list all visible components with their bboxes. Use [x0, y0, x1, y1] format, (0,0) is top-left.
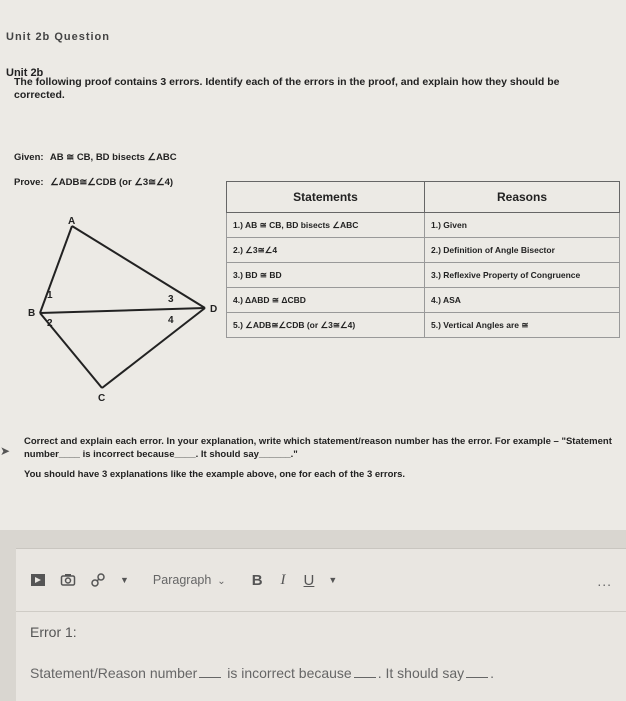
angle-3-label: 3: [168, 294, 174, 305]
table-row: [227, 213, 620, 238]
blank-reason: [354, 677, 376, 678]
image-icon[interactable]: [30, 572, 46, 588]
point-d-label: D: [210, 304, 218, 315]
editor-toolbar: [16, 549, 626, 611]
prove-line: [14, 177, 173, 188]
insert-dropdown-icon[interactable]: ▼: [120, 575, 129, 585]
unit-title: Unit 2b: [6, 67, 44, 79]
instructions: [24, 436, 614, 490]
camera-icon[interactable]: [60, 572, 76, 588]
answer-part-2: is incorrect because: [227, 665, 352, 681]
instructions-main: Correct and explain each error. In your explanation, write which statement/reason number has the error. For example – "Statement number____ is incorrect because____. It should say______.": [24, 436, 612, 460]
answer-part-1: Statement/Reason number: [30, 665, 198, 681]
reason-cell: 3.) Reflexive Property of Congruence: [425, 263, 620, 288]
error-label: Error 1:: [30, 624, 77, 640]
prove-text: ∠ADB≅∠CDB (or ∠3≅∠4): [50, 177, 174, 188]
answer-end: .: [490, 665, 495, 681]
blank-correction: [466, 677, 488, 678]
link-icon[interactable]: [90, 572, 106, 588]
intro-text: The following proof contains 3 errors. Identify each of the errors in the proof, and explain how they should be corrected.: [14, 76, 560, 101]
triangle-diagram: [30, 218, 230, 403]
paragraph-label: Paragraph: [152, 573, 212, 587]
table-row: [227, 238, 620, 263]
italic-button[interactable]: I: [280, 571, 286, 588]
statement-cell: 4.) ΔABD ≅ ΔCBD: [227, 288, 425, 313]
angle-1-label: 1: [47, 290, 53, 301]
statement-cell: 1.) AB ≅ CB, BD bisects ∠ABC: [227, 213, 425, 238]
table-row: [227, 313, 620, 338]
angle-4-label: 4: [168, 315, 174, 326]
angle-2-label: 2: [47, 318, 53, 329]
point-a-label: A: [68, 216, 76, 227]
reason-cell: 5.) Vertical Angles are ≅: [425, 313, 620, 338]
chevron-down-icon: ⌄: [217, 576, 226, 587]
statement-cell: 2.) ∠3≅∠4: [227, 238, 425, 263]
given-text: AB ≅ CB, BD bisects ∠ABC: [49, 152, 177, 163]
answer-line[interactable]: [30, 665, 494, 681]
reason-cell: 1.) Given: [425, 213, 620, 238]
point-b-label: B: [28, 308, 36, 319]
paragraph-format-dropdown[interactable]: [153, 573, 226, 587]
reason-cell: 2.) Definition of Angle Bisector: [425, 238, 620, 263]
bold-button[interactable]: B: [251, 571, 263, 589]
prove-label: Prove:: [14, 177, 44, 188]
statement-cell: 3.) BD ≅ BD: [227, 263, 425, 288]
point-c-label: C: [98, 393, 106, 404]
proof-header-row: [227, 182, 620, 213]
table-row: [227, 263, 620, 288]
underline-button[interactable]: U: [303, 571, 315, 589]
table-row: [227, 288, 620, 313]
answer-part-3: . It should say: [377, 665, 465, 681]
cut-heading: Unit 2b Question: [6, 31, 110, 43]
answer-editor[interactable]: [16, 548, 626, 701]
given-line: [14, 152, 177, 163]
proof-table: [226, 181, 620, 338]
blank-number: [199, 677, 221, 678]
statements-header: Statements: [227, 182, 425, 213]
instructions-count: You should have 3 explanations like the example above, one for each of the 3 errors.: [24, 469, 405, 480]
statement-cell: 5.) ∠ADB≅∠CDB (or ∠3≅∠4): [227, 313, 425, 338]
reasons-header: Reasons: [425, 182, 620, 213]
given-label: Given:: [14, 152, 44, 163]
mouse-cursor-icon: ➤: [0, 444, 11, 458]
format-dropdown-icon[interactable]: ▼: [328, 575, 338, 585]
reason-cell: 4.) ASA: [425, 288, 620, 313]
more-options-button[interactable]: ...: [597, 573, 612, 589]
toolbar-divider: [16, 611, 626, 612]
